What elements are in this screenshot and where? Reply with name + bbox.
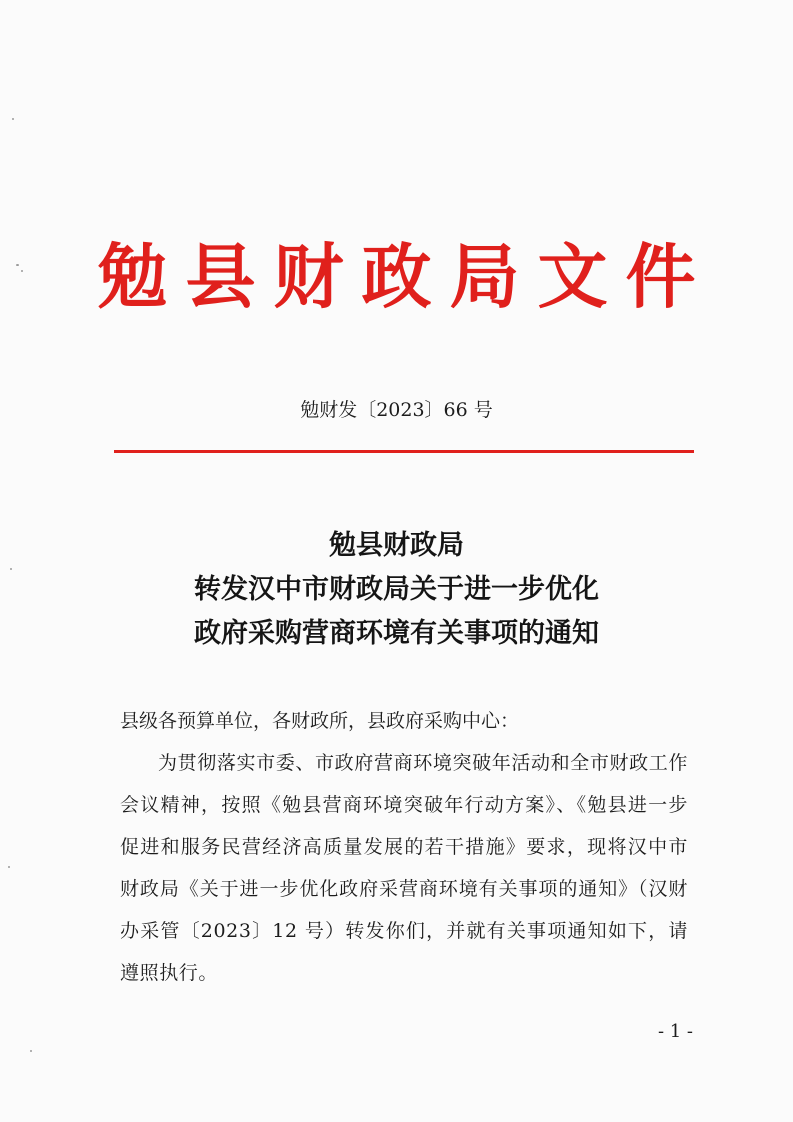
document-title-line-3: 政府采购营商环境有关事项的通知 (194, 618, 599, 649)
page-number: - 1 - (657, 1021, 693, 1042)
scan-speck (12, 118, 14, 120)
document-title-line-1: 勉县财政局 (329, 530, 464, 561)
salutation: 县级各预算单位，各财政所，县政府采购中心： (120, 710, 520, 732)
body-paragraph-1: 为贯彻落实市委、市政府营商环境突破年活动和全市财政工作会议精神，按照《勉县营商环境突破年行动方案》、《勉县进一步促进和服务民营经济高质量发展的若干措施》要求，现将汉中市财政局《关于进一步优化政府采营商环境有关事项的通知》（汉财办采管〔2023〕12 号）转发你们，并就有关事项通知如下，请遵照执行。 (120, 752, 688, 984)
scan-speck (10, 568, 12, 570)
document-number: 勉财发〔2023〕66 号 (300, 399, 493, 421)
red-header-org-title: 勉县财政局文件 (97, 235, 714, 318)
scan-speck (30, 1050, 32, 1052)
document-body (120, 700, 688, 994)
scan-speck (21, 270, 23, 272)
scan-speck (16, 264, 19, 266)
red-divider-line (114, 450, 694, 453)
document-title (0, 524, 793, 656)
scan-speck (8, 866, 10, 868)
document-title-line-2: 转发汉中市财政局关于进一步优化 (194, 574, 599, 605)
